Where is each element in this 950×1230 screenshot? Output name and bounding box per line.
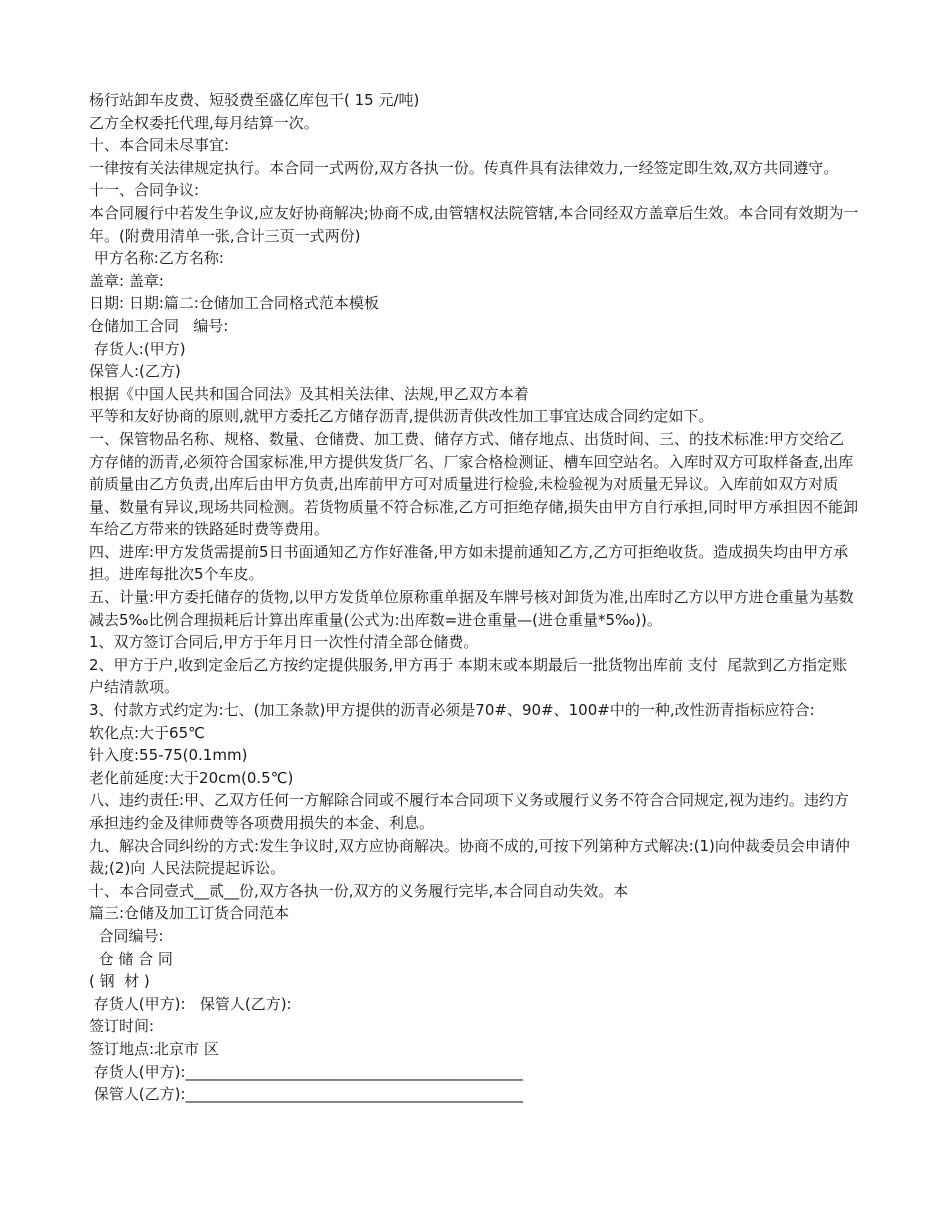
clause-paragraph: 四、进库:甲方发货需提前5日书面通知乙方作好准备,甲方如未提前通知乙方,乙方可拒绝收货。造成损失均由甲方承担。进库每批次5个车皮。 (89, 542, 849, 584)
section-heading: 篇三:仓储及加工订货合同范本 (89, 904, 290, 923)
text-paragraph: 一律按有关法律规定执行。本合同一式两份,双方各执一份。传真件具有法律效力,一经签定即生效,双方共同遵守。 (89, 158, 839, 177)
clause-paragraph: 十、本合同壹式__贰__份,双方各执一份,双方的义务履行完毕,本合同自动失效。本 (89, 881, 629, 900)
depositor-line: 存货人:(甲方) (89, 339, 186, 358)
text-line: 根据《中国人民共和国合同法》及其相关法律、法规,甲乙双方本着 (89, 384, 529, 403)
custodian-signature-line: 保管人(乙方):_____________________________________________ (89, 1085, 524, 1104)
seal-line: 盖章: 盖章: (89, 271, 164, 290)
clause-paragraph: 3、付款方式约定为:七、(加工条款)甲方提供的沥青必须是70#、90#、100#中的一种,改性沥青指标应符合: (89, 701, 815, 720)
section-heading: 十、本合同未尽事宜: (89, 136, 230, 155)
depositor-signature-line: 存货人(甲方):_____________________________________________ (89, 1062, 524, 1081)
signature-names-line: 甲方名称:乙方名称: (89, 249, 224, 268)
spec-line: 软化点:大于65℃ (89, 723, 205, 742)
custodian-line: 保管人:(乙方) (89, 362, 181, 381)
spec-line: 老化前延度:大于20cm(0.5℃) (89, 768, 294, 787)
clause-paragraph: 2、甲方于户,收到定金后乙方按约定提供服务,甲方再于 本期末或本期最后一批货物出库前 支付 尾款到乙方指定账户结清款项。 (89, 655, 848, 697)
spec-line: 针入度:55-75(0.1mm) (89, 746, 248, 765)
text-line: 杨行站卸车皮费、短驳费至盛亿库包干( 15 元/吨) (89, 91, 420, 109)
text-paragraph: 平等和友好协商的原则,就甲方委托乙方储存沥青,提供沥青供改性加工事宜达成合同约定如下。 (89, 407, 714, 426)
date-line: 日期: 日期:篇二:仓储加工合同格式范本模板 (89, 294, 379, 313)
clause-paragraph: 一、保管物品名称、规格、数量、仓储费、加工费、储存方式、储存地点、出货时间、三、的技术标准:甲方交给乙方存储的沥青,必须符合国家标准,甲方提供发货厂名、厂家合格检测证、槽车回空站名。入库时双方可取样备查,出库前质量由乙方负责,出库后由甲方负责,出库前甲方可对质量进行检验,未检验视为对质量无异议。入库前如双方对质量、数量有异议,现场共同检测。若货物质量不符合标准,乙方可拒绝存储,损失由甲方自行承担,同时甲方承担因不能卸车给乙方带来的铁路延时费等费用。 (89, 429, 859, 539)
contract-number-line: 合同编号: (89, 926, 164, 945)
text-paragraph: 本合同履行中若发生争议,应友好协商解决;协商不成,由管辖权法院管辖,本合同经双方盖章后生效。本合同有效期为一年。(附费用清单一张,合计三页一式两份) (89, 203, 859, 245)
contract-subject-line: ( 钢 材 ) (89, 972, 150, 991)
clause-paragraph: 1、双方签订合同后,甲方于年月日一次性付清全部仓储费。 (89, 633, 479, 652)
document-body (89, 89, 859, 1106)
clause-paragraph: 八、违约责任:甲、乙双方任何一方解除合同或不履行本合同项下义务或履行义务不符合合同规定,视为违约。违约方承担违约金及律师费等各项费用损失的本金、利息。 (89, 791, 849, 832)
section-heading: 十一、合同争议: (89, 181, 200, 200)
signing-time-line: 签订时间: (89, 1017, 155, 1036)
signing-place-line: 签订地点:北京市 区 (89, 1039, 219, 1058)
parties-line: 存货人(甲方): 保管人(乙方): (89, 994, 292, 1013)
contract-title-line: 仓储加工合同 编号: (89, 316, 229, 335)
clause-paragraph: 九、解决合同纠纷的方式:发生争议时,双方应协商解决。协商不成的,可按下列第种方式解决:(1)向仲裁委员会申请仲裁;(2)向 人民法院提起诉讼。 (89, 836, 850, 878)
text-line: 乙方全权委托代理,每月结算一次。 (89, 113, 319, 132)
contract-title-line: 仓 储 合 同 (89, 949, 173, 968)
clause-paragraph: 五、计量:甲方委托储存的货物,以甲方发货单位原称重单据及车牌号核对卸货为准,出库时乙方以甲方进仓重量为基数减去5‰比例合理损耗后计算出库重量(公式为:出库数=进仓重量—(进仓重量*5‰))。 (89, 588, 854, 629)
